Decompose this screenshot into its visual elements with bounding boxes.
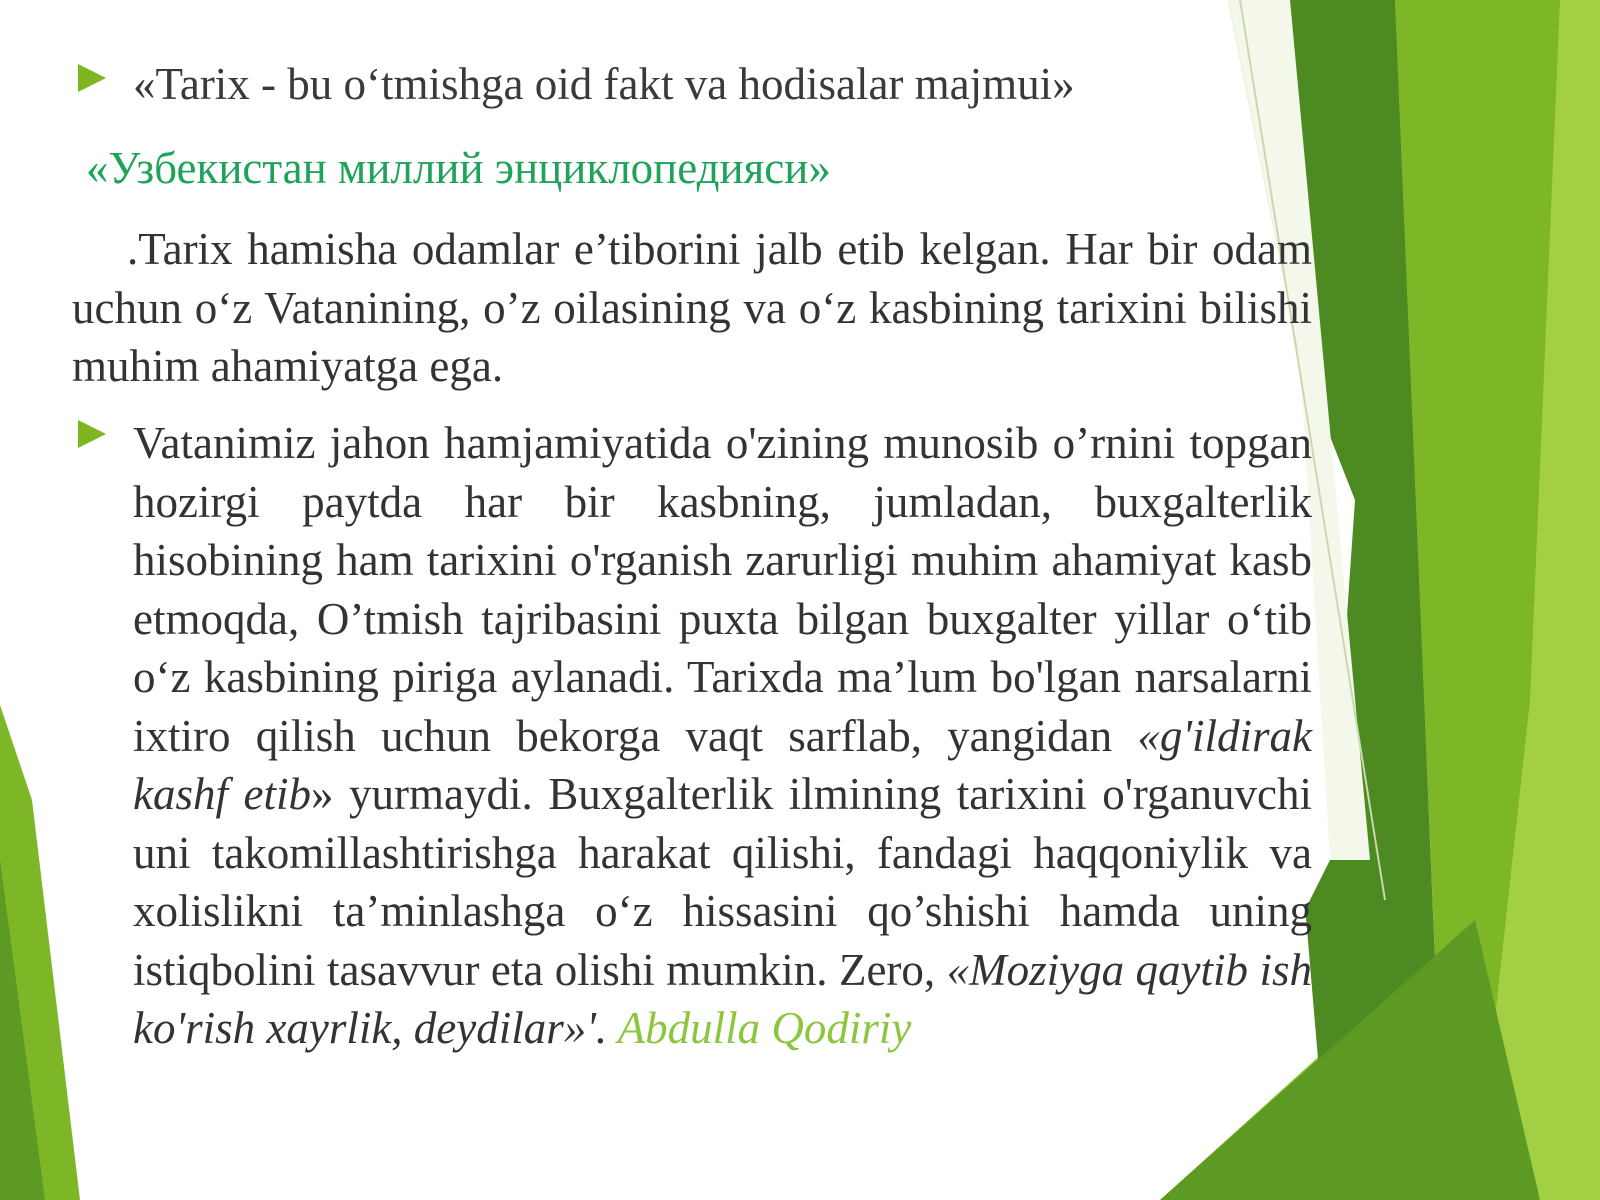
bullet-arrow-icon [78, 420, 106, 448]
source-citation: «Узбекистан миллий энциклопедияси» [86, 143, 831, 193]
bullet-arrow-icon [78, 64, 106, 92]
bullet-definition: «Tarix - bu o‘tmishga oid fakt va hodisalar majmui» [133, 59, 1075, 109]
main-text-part-2: » yurmaydi. Buxgalterlik ilmining tarixini o'rganuvchi uni takomillashtirishga harakat qilishi, fandagi haqqoniylik va xolislikni ta’minlashga o‘z hissasini qo’shishi hamda uning istiqbolini tasavvur eta olishi mumkin. Zero, [133, 769, 1312, 995]
italic-phrase: «g'ildirak kashf etib [133, 710, 1312, 819]
main-text-part-1: Vatanimiz jahon hamjamiyatida o'zining munosib o’rnini topgan hozirgi paytda har bir kasbning, jumladan, buxgalterlik hisobining ham tarixini o'rganish zarurligi muhim ahamiyat kasb etmoqda, O’tmish tajribasini puxta bilgan buxgalter yillar o‘tib o‘z kasbining piriga aylanadi. Tarixda ma’lum bo'lgan narsalarni ixtiro qilish uchun bekorga vaqt sarflab, yangidan [133, 418, 1312, 761]
quote-text: «Moziyga qaytib ish ko'rish xayrlik, deydilar»'. [133, 944, 1312, 1053]
intro-paragraph: .Tarix hamisha odamlar e’tiborini jalb etib kelgan. Har bir odam uchun o‘z Vatanining, o’z oilasining va o‘z kasbining tarixini bilishi muhim ahamiyatga ega. [72, 224, 1312, 391]
quote-author: Abdulla Qodiriy [617, 1003, 912, 1053]
main-paragraph [133, 414, 1312, 1058]
